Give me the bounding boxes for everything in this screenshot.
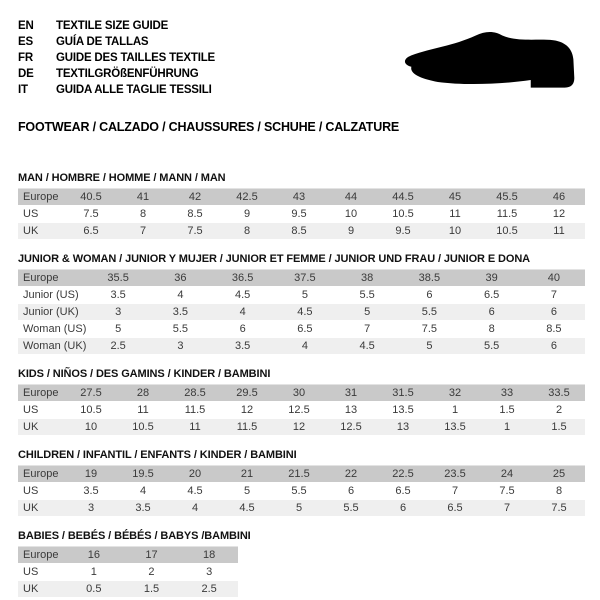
size-table-babies [18,546,238,598]
size-cell: 41 [117,189,169,206]
size-cell: 10 [429,223,481,240]
size-cell: 36.5 [212,270,274,287]
language-code: DE [18,68,34,80]
size-cell: 7 [481,500,533,517]
size-cell: 11 [169,419,221,436]
section-kids [18,369,585,436]
table-row-europe [18,385,585,402]
row-label: US [18,206,65,223]
size-cell: 33 [481,385,533,402]
size-table-children [18,465,585,517]
size-cell: 6.5 [429,500,481,517]
size-cell: 7.5 [533,500,585,517]
row-label: US [18,402,65,419]
size-cell: 12 [533,206,585,223]
size-cell: 35.5 [87,270,149,287]
size-cell: 12.5 [273,402,325,419]
size-cell: 4.5 [221,500,273,517]
size-cell: 11.5 [169,402,221,419]
size-cell: 6.5 [65,223,117,240]
size-cell: 4.5 [274,304,336,321]
row-label: UK [18,581,65,598]
size-cell: 44 [325,189,377,206]
size-cell: 37.5 [274,270,336,287]
size-cell: 22.5 [377,466,429,483]
size-cell: 45 [429,189,481,206]
size-cell: 5 [87,321,149,338]
size-cell: 12 [221,402,273,419]
size-cell: 3 [65,500,117,517]
size-cell: 6 [461,304,523,321]
table-row-europe [18,189,585,206]
language-code: FR [18,52,33,64]
section-title-children: CHILDREN / INFANTIL / ENFANTS / KINDER / BAMBINI [18,449,297,461]
row-label: Europe [18,385,65,402]
size-cell: 5.5 [398,304,460,321]
size-cell: 8 [221,223,273,240]
size-cell: 3.5 [87,287,149,304]
table-row-woman-uk- [18,338,585,355]
row-label: Junior (US) [18,287,87,304]
size-table-kids [18,384,585,436]
size-cell: 5.5 [325,500,377,517]
table-row-junior-uk- [18,304,585,321]
size-cell: 1.5 [533,419,585,436]
size-cell: 5.5 [336,287,398,304]
size-cell: 10.5 [377,206,429,223]
language-label: TEXTILE SIZE GUIDE [56,20,169,32]
table-row-uk [18,500,585,517]
size-cell: 13 [377,419,429,436]
size-cell: 39 [461,270,523,287]
size-cell: 7.5 [169,223,221,240]
size-cell: 7.5 [398,321,460,338]
size-table-junior-woman [18,269,585,355]
size-cell: 5 [274,287,336,304]
section-title-babies: BABIES / BEBÉS / BÉBÉS / BABYS /BAMBINI [18,530,251,542]
size-cell: 8.5 [273,223,325,240]
size-cell: 43 [273,189,325,206]
size-cell: 3.5 [212,338,274,355]
table-row-europe [18,547,238,564]
size-cell: 42.5 [221,189,273,206]
size-cell: 33.5 [533,385,585,402]
size-cell: 36 [149,270,211,287]
size-cell: 42 [169,189,221,206]
row-label: Woman (UK) [18,338,87,355]
size-cell: 6 [398,287,460,304]
size-cell: 2.5 [180,581,238,598]
size-cell: 11 [117,402,169,419]
size-cell: 1 [65,564,123,581]
size-cell: 6 [523,338,585,355]
language-code: EN [18,20,34,32]
table-row-junior-us- [18,287,585,304]
language-label: TEXTILGRÖßENFÜHRUNG [56,68,199,80]
size-cell: 10.5 [481,223,533,240]
size-cell: 9 [325,223,377,240]
size-cell: 27.5 [65,385,117,402]
size-cell: 13.5 [429,419,481,436]
size-cell: 7 [117,223,169,240]
size-cell: 30 [273,385,325,402]
size-cell: 40.5 [65,189,117,206]
size-cell: 8 [533,483,585,500]
row-label: Junior (UK) [18,304,87,321]
size-cell: 24 [481,466,533,483]
size-cell: 29.5 [221,385,273,402]
size-cell: 3 [87,304,149,321]
size-cell: 19.5 [117,466,169,483]
size-cell: 46 [533,189,585,206]
size-cell: 5 [273,500,325,517]
size-cell: 11.5 [481,206,533,223]
section-junior-woman [18,254,585,355]
size-cell: 23.5 [429,466,481,483]
size-cell: 4 [212,304,274,321]
size-cell: 17 [123,547,181,564]
row-label: Europe [18,270,87,287]
size-cell: 20 [169,466,221,483]
row-label: UK [18,500,65,517]
size-cell: 6.5 [274,321,336,338]
size-cell: 1 [481,419,533,436]
row-label: US [18,564,65,581]
size-cell: 12 [273,419,325,436]
size-cell: 6 [377,500,429,517]
size-cell: 7 [429,483,481,500]
section-title-man: MAN / HOMBRE / HOMME / MANN / MAN [18,172,226,184]
section-title-kids: KIDS / NIÑOS / DES GAMINS / KINDER / BAMBINI [18,368,271,380]
size-cell: 8 [461,321,523,338]
row-label: Europe [18,189,65,206]
size-cell: 4.5 [169,483,221,500]
table-row-europe [18,270,585,287]
language-code: ES [18,36,33,48]
language-label: GUIDA ALLE TAGLIE TESSILI [56,84,212,96]
section-title-junior-woman: JUNIOR & WOMAN / JUNIOR Y MUJER / JUNIOR ET FEMME / JUNIOR UND FRAU / JUNIOR E DONA [18,253,531,265]
table-row-europe [18,466,585,483]
category-title: FOOTWEAR / CALZADO / CHAUSSURES / SCHUHE / CALZATURE [18,120,400,134]
section-man [18,173,585,240]
table-row-us [18,483,585,500]
table-row-us [18,564,238,581]
size-cell: 2 [533,402,585,419]
size-cell: 16 [65,547,123,564]
size-cell: 6 [325,483,377,500]
size-cell: 9.5 [273,206,325,223]
size-cell: 5 [221,483,273,500]
language-label: GUIDE DES TAILLES TEXTILE [56,52,215,64]
size-cell: 8.5 [169,206,221,223]
size-cell: 32 [429,385,481,402]
table-row-us [18,206,585,223]
row-label: UK [18,223,65,240]
size-cell: 9 [221,206,273,223]
size-cell: 28 [117,385,169,402]
size-cell: 4 [274,338,336,355]
size-cell: 5.5 [461,338,523,355]
size-cell: 1.5 [481,402,533,419]
size-cell: 10 [65,419,117,436]
table-row-us [18,402,585,419]
size-cell: 0.5 [65,581,123,598]
size-cell: 4.5 [212,287,274,304]
language-label: GUÍA DE TALLAS [56,36,149,48]
size-cell: 45.5 [481,189,533,206]
size-cell: 1.5 [123,581,181,598]
size-cell: 28.5 [169,385,221,402]
size-cell: 4.5 [336,338,398,355]
row-label: UK [18,419,65,436]
size-cell: 5 [398,338,460,355]
size-cell: 40 [523,270,585,287]
row-label: Europe [18,466,65,483]
size-cell: 5.5 [273,483,325,500]
size-cell: 3 [180,564,238,581]
row-label: Europe [18,547,65,564]
size-cell: 38.5 [398,270,460,287]
size-cell: 25 [533,466,585,483]
size-cell: 2.5 [87,338,149,355]
size-cell: 12.5 [325,419,377,436]
size-cell: 1 [429,402,481,419]
size-cell: 10.5 [65,402,117,419]
size-cell: 2 [123,564,181,581]
size-cell: 10.5 [117,419,169,436]
table-row-uk [18,223,585,240]
size-sections [18,173,585,598]
size-cell: 22 [325,466,377,483]
size-cell: 3 [149,338,211,355]
language-code: IT [18,84,28,96]
size-cell: 31.5 [377,385,429,402]
size-cell: 6.5 [461,287,523,304]
size-cell: 9.5 [377,223,429,240]
size-cell: 13.5 [377,402,429,419]
size-cell: 4 [169,500,221,517]
size-cell: 19 [65,466,117,483]
size-cell: 8.5 [523,321,585,338]
size-cell: 21 [221,466,273,483]
table-row-uk [18,419,585,436]
size-cell: 10 [325,206,377,223]
size-cell: 44.5 [377,189,429,206]
size-cell: 7.5 [481,483,533,500]
size-cell: 38 [336,270,398,287]
shoe-icon [400,28,580,98]
size-cell: 11.5 [221,419,273,436]
row-label: Woman (US) [18,321,87,338]
table-row-uk [18,581,238,598]
size-cell: 7 [523,287,585,304]
size-cell: 18 [180,547,238,564]
size-cell: 3.5 [65,483,117,500]
section-children [18,450,585,517]
size-cell: 6.5 [377,483,429,500]
size-cell: 7.5 [65,206,117,223]
size-cell: 13 [325,402,377,419]
row-label: US [18,483,65,500]
size-cell: 3.5 [117,500,169,517]
size-table-man [18,188,585,240]
size-cell: 3.5 [149,304,211,321]
size-cell: 21.5 [273,466,325,483]
size-cell: 5 [336,304,398,321]
table-row-woman-us- [18,321,585,338]
size-cell: 11 [429,206,481,223]
size-cell: 4 [149,287,211,304]
section-babies [18,531,585,598]
size-cell: 11 [533,223,585,240]
size-cell: 7 [336,321,398,338]
size-cell: 31 [325,385,377,402]
size-cell: 4 [117,483,169,500]
size-cell: 5.5 [149,321,211,338]
size-cell: 6 [523,304,585,321]
size-cell: 8 [117,206,169,223]
size-cell: 6 [212,321,274,338]
